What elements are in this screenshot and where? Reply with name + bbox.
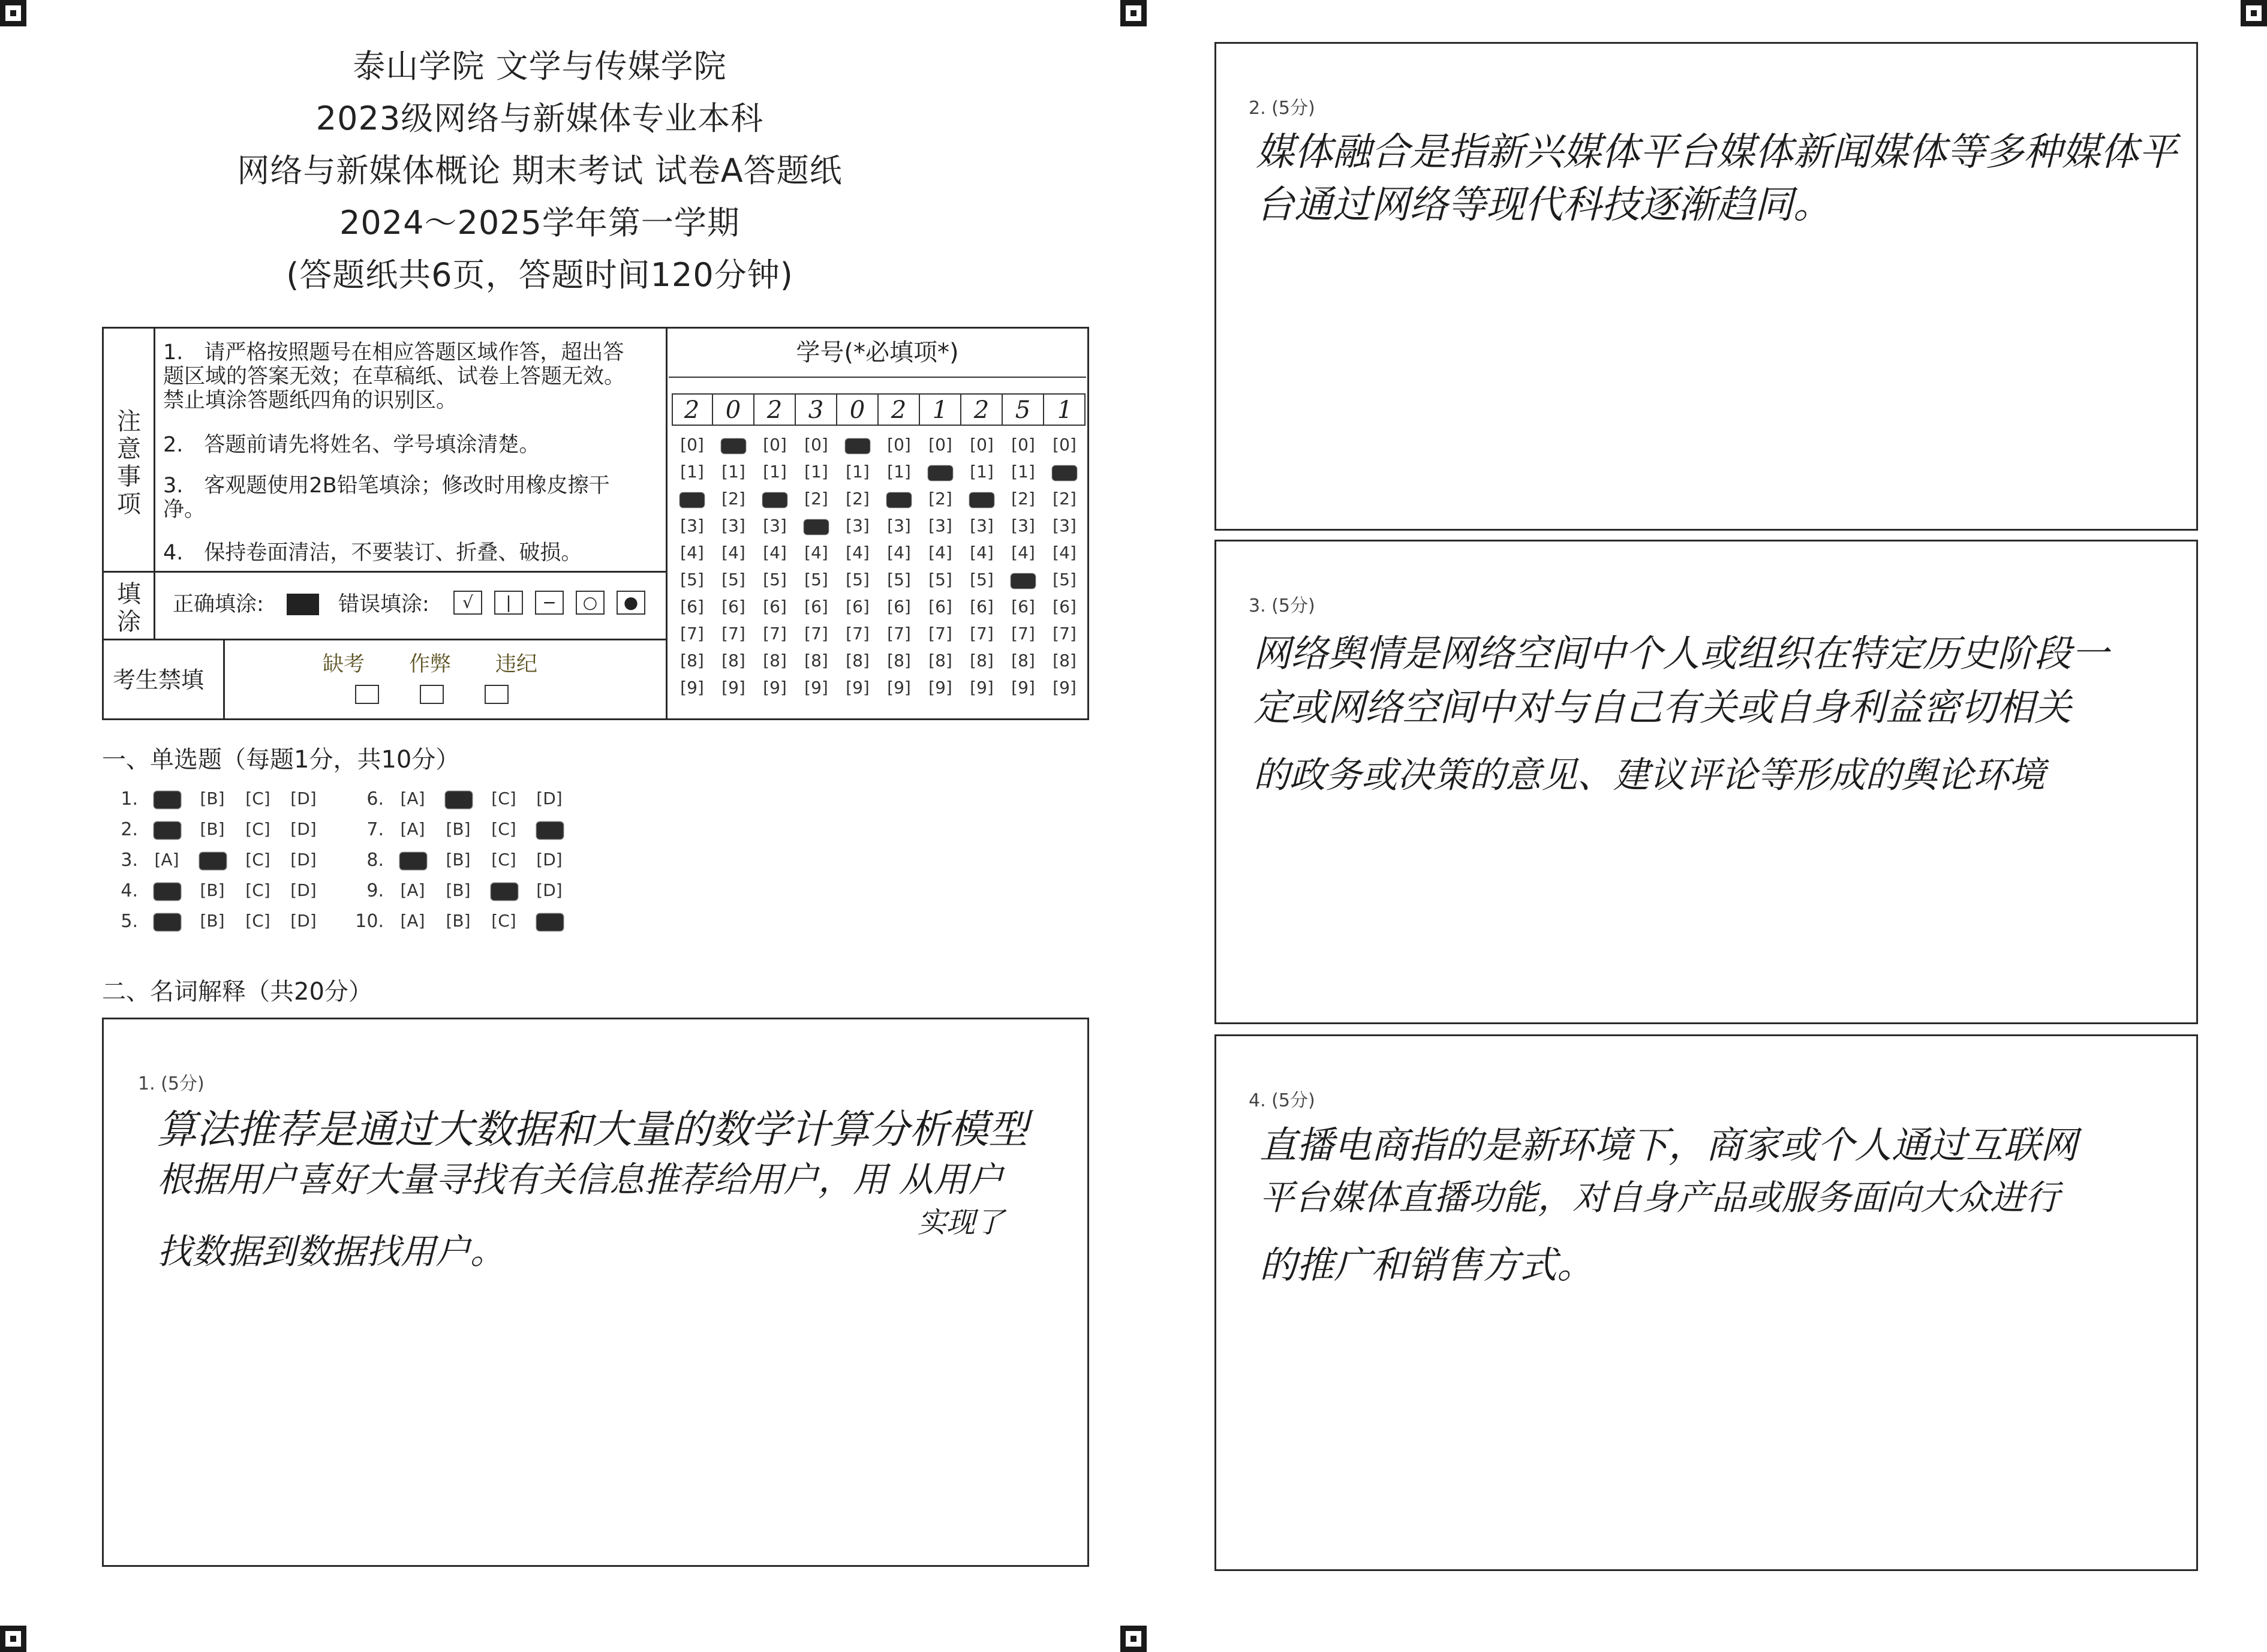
mc-option[interactable]: [D] [536, 789, 563, 808]
student-id-digit: 1 [920, 395, 961, 426]
student-id-bubble[interactable]: [8] [887, 651, 911, 670]
student-id-bubble[interactable]: [3] [763, 516, 787, 535]
student-id-bubble[interactable]: [4] [928, 543, 952, 562]
student-id-bubble[interactable]: [3] [928, 516, 952, 535]
prohibit-cheat-checkbox[interactable] [420, 685, 444, 704]
table-divider [102, 571, 666, 573]
mc-option[interactable]: [A] [400, 911, 425, 931]
student-id-bubble[interactable]: [4] [970, 543, 994, 562]
student-id-bubble[interactable]: [7] [804, 624, 828, 643]
table-divider [223, 639, 225, 720]
header-school: 泰山学院 文学与传媒学院 [353, 47, 727, 85]
student-id-bubble[interactable]: [7] [887, 624, 911, 643]
student-id-bubble[interactable]: [7] [763, 624, 787, 643]
student-id-bubble[interactable]: [9] [846, 678, 870, 697]
corner-mark-bottom-left [0, 1626, 26, 1652]
mc-option[interactable]: [A] [400, 819, 425, 839]
student-id-digit: 2 [961, 395, 1003, 426]
mc-option[interactable] [439, 789, 477, 808]
student-id-bubble[interactable]: [9] [804, 678, 828, 697]
answer-3-label: 3. (5分) [1249, 595, 1315, 616]
fill-wrong-label: 错误填涂: [338, 592, 429, 616]
student-id-bubble[interactable] [799, 516, 834, 535]
student-id-bubble[interactable]: [5] [846, 570, 870, 589]
student-id-bubble[interactable]: [7] [846, 624, 870, 643]
student-id-bubble[interactable]: [9] [928, 678, 952, 697]
mc-question-number: 2. [121, 819, 138, 840]
mc-option[interactable]: [C] [245, 850, 270, 869]
mc-question-number: 3. [121, 850, 138, 871]
mc-option[interactable]: [D] [290, 819, 317, 839]
student-id-bubble[interactable]: [5] [1053, 570, 1077, 589]
corner-mark-bottom-middle [1120, 1626, 1147, 1652]
student-id-bubble[interactable]: [6] [846, 597, 870, 616]
answer-4-line-3: 的推广和销售方式。 [1259, 1243, 1595, 1287]
mc-option[interactable]: [D] [536, 850, 563, 869]
mc-option[interactable] [148, 789, 186, 808]
student-id-bubble[interactable]: [8] [1053, 651, 1077, 670]
mc-option[interactable] [148, 911, 186, 931]
fill-wrong-example-check: √ [453, 591, 482, 615]
notes-label-text: 注意事项 [117, 408, 141, 518]
section2-title: 二、名词解释（共20分） [102, 978, 372, 1006]
student-id-digit: 3 [796, 395, 837, 426]
notes-label [111, 408, 147, 518]
answer-2-line-2: 台通过网络等现代科技逐渐趋同。 [1256, 183, 1832, 227]
mc-option[interactable]: [D] [290, 880, 317, 900]
header-term: 2024～2025学年第一学期 [339, 204, 740, 242]
answer-4-line-2: 平台媒体直播功能，对自身产品或服务面向大众进行 [1259, 1177, 2060, 1218]
student-id-bubble[interactable]: [0] [804, 435, 828, 455]
student-id-bubble[interactable]: [0] [680, 435, 704, 455]
mc-option[interactable]: [C] [491, 819, 516, 839]
fill-label-text: 填涂 [117, 580, 141, 636]
section1-title: 一、单选题（每题1分，共10分） [102, 746, 460, 774]
note-item-1: 1. 请严格按照题号在相应答题区域作答，超出答题区域的答案无效；在草稿纸、试卷上答题无效。禁止填涂答题纸四角的识别区。 [163, 341, 626, 413]
mc-option[interactable]: [C] [491, 911, 516, 931]
student-id-bubble[interactable]: [2] [928, 489, 952, 508]
mc-option[interactable]: [B] [200, 911, 225, 931]
mc-option[interactable]: [C] [245, 789, 270, 808]
mc-question-number: 5. [121, 911, 138, 932]
note-item-3: 3. 客观题使用2B铅笔填涂；修改时用橡皮擦干净。 [163, 474, 610, 522]
student-id-bubble[interactable] [882, 489, 916, 508]
student-id-bubble[interactable]: [3] [1011, 516, 1035, 535]
student-id-bubble[interactable]: [0] [928, 435, 952, 455]
answer-1-line-3: 找数据到数据找用户。 [157, 1231, 506, 1272]
student-id-bubble[interactable]: [1] [721, 462, 745, 482]
header-duration: (答题纸共6页，答题时间120分钟) [286, 256, 793, 294]
mc-option[interactable]: [B] [200, 819, 225, 839]
student-id-bubble[interactable]: [4] [1011, 543, 1035, 562]
student-id-bubble[interactable]: [9] [887, 678, 911, 697]
answer-3-line-2: 定或网络空间中对与自己有关或自身利益密切相关 [1253, 685, 2072, 729]
mc-option[interactable]: [C] [245, 911, 270, 931]
student-id-bubble[interactable]: [7] [721, 624, 745, 643]
prohibit-cheat-label: 作弊 [409, 652, 452, 676]
student-id-bubble[interactable]: [9] [1011, 678, 1035, 697]
student-id-bubble[interactable]: [0] [1053, 435, 1077, 455]
prohibit-violation-checkbox[interactable] [485, 685, 509, 704]
mc-question-number: 6. [366, 789, 384, 810]
mc-option[interactable]: [B] [200, 880, 225, 900]
student-id-bubble[interactable]: [3] [680, 516, 704, 535]
header-major: 2023级网络与新媒体专业本科 [315, 100, 764, 137]
fill-wrong-example-bar: | [494, 591, 523, 615]
prohibit-absent-checkbox[interactable] [355, 685, 379, 704]
student-id-bubble[interactable]: [5] [928, 570, 952, 589]
mc-option[interactable] [193, 850, 231, 869]
mc-option[interactable]: [A] [400, 789, 425, 808]
answer-1-line-1: 算法推荐是通过大数据和大量的数学计算分析模型 [157, 1106, 1028, 1153]
student-id-bubble[interactable]: [7] [680, 624, 704, 643]
student-id-bubble[interactable]: [6] [928, 597, 952, 616]
student-id-bubble[interactable]: [4] [721, 543, 745, 562]
student-id-bubble[interactable]: [0] [970, 435, 994, 455]
mc-option[interactable]: [A] [154, 850, 179, 869]
mc-option[interactable] [148, 819, 186, 839]
student-id-bubble[interactable]: [3] [721, 516, 745, 535]
table-divider [102, 639, 666, 640]
student-id-bubble[interactable]: [2] [846, 489, 870, 508]
student-id-bubble[interactable]: [5] [680, 570, 704, 589]
student-id-bubble[interactable]: [1] [680, 462, 704, 482]
answer-3-line-1: 网络舆情是网络空间中个人或组织在特定历史阶段一 [1253, 631, 2109, 675]
student-id-bubble[interactable]: [4] [680, 543, 704, 562]
student-id-bubble[interactable]: [2] [1053, 489, 1077, 508]
student-id-bubble[interactable]: [7] [970, 624, 994, 643]
prohibit-label: 考生禁填 [113, 667, 205, 693]
student-id-bubble[interactable]: [9] [680, 678, 704, 697]
student-id-digit: 2 [672, 395, 713, 426]
mc-option[interactable]: [C] [491, 789, 516, 808]
student-id-bubble[interactable]: [3] [1053, 516, 1077, 535]
student-id-bubble[interactable]: [1] [970, 462, 994, 482]
student-id-label: 学号(*必填项*) [796, 339, 959, 366]
student-id-bubble[interactable]: [7] [1011, 624, 1035, 643]
answer-4-label: 4. (5分) [1249, 1090, 1315, 1111]
student-id-bubble[interactable]: [7] [1053, 624, 1077, 643]
mc-option[interactable]: [B] [200, 789, 225, 808]
student-id-bubble[interactable] [675, 489, 709, 508]
mc-option[interactable]: [B] [446, 850, 471, 869]
student-id-digit: 5 [1003, 395, 1044, 426]
student-id-bubble[interactable]: [6] [763, 597, 787, 616]
student-id-bubble[interactable] [1047, 462, 1082, 482]
mc-option[interactable] [148, 880, 186, 900]
student-id-bubble[interactable]: [1] [804, 462, 828, 482]
mc-option[interactable]: [B] [446, 819, 471, 839]
student-id-bubble[interactable]: [6] [804, 597, 828, 616]
student-id-bubble[interactable]: [3] [887, 516, 911, 535]
student-id-bubble[interactable]: [3] [970, 516, 994, 535]
mc-option[interactable]: [D] [290, 789, 317, 808]
student-id-bubble[interactable]: [1] [846, 462, 870, 482]
student-id-bubble[interactable]: [0] [763, 435, 787, 455]
mc-option[interactable]: [B] [446, 880, 471, 900]
student-id-bubble[interactable]: [3] [846, 516, 870, 535]
fill-wrong-example-dot: ● [617, 591, 645, 615]
student-id-bubble[interactable]: [1] [763, 462, 787, 482]
student-id-bubble[interactable] [840, 435, 875, 455]
student-id-bubble[interactable] [1006, 570, 1041, 589]
table-divider [666, 327, 668, 720]
student-id-bubble[interactable]: [6] [680, 597, 704, 616]
student-id-bubble[interactable]: [6] [1011, 597, 1035, 616]
fill-wrong-example-dash: − [535, 591, 564, 615]
student-id-bubble[interactable]: [9] [1053, 678, 1077, 697]
answer-2-label: 2. (5分) [1249, 98, 1315, 119]
student-id-bubble[interactable] [964, 489, 999, 508]
mc-option[interactable]: [A] [400, 880, 425, 900]
student-id-bubble[interactable]: [4] [846, 543, 870, 562]
note-item-4: 4. 保持卷面清洁，不要装订、折叠、破损。 [163, 541, 582, 565]
mc-option[interactable] [530, 819, 569, 839]
header-exam: 网络与新媒体概论 期末考试 试卷A答题纸 [237, 152, 843, 189]
student-id-bubble[interactable]: [8] [804, 651, 828, 670]
student-id-bubble[interactable]: [5] [804, 570, 828, 589]
mc-option[interactable]: [D] [536, 880, 563, 900]
student-id-bubble[interactable]: [9] [721, 678, 745, 697]
student-id-bubble[interactable]: [2] [804, 489, 828, 508]
corner-mark-top-middle [1120, 0, 1147, 26]
corner-mark-top-left [0, 0, 26, 26]
mc-question-number: 4. [121, 880, 138, 901]
student-id-bubble[interactable]: [8] [680, 651, 704, 670]
mc-option[interactable] [393, 850, 432, 869]
prohibit-violation-label: 违纪 [495, 652, 538, 676]
fill-wrong-example-circle: ○ [576, 591, 605, 615]
student-id-bubble[interactable]: [9] [763, 678, 787, 697]
student-id-bubble[interactable]: [8] [970, 651, 994, 670]
student-id-bubble[interactable]: [7] [928, 624, 952, 643]
student-id-bubble[interactable]: [6] [887, 597, 911, 616]
student-id-bubble[interactable]: [0] [887, 435, 911, 455]
student-id-digit: 2 [754, 395, 796, 426]
student-id-bubble[interactable]: [6] [721, 597, 745, 616]
fill-label [111, 580, 147, 636]
student-id-digit: 2 [879, 395, 920, 426]
mc-option[interactable]: [C] [245, 880, 270, 900]
student-id-bubble[interactable] [757, 489, 792, 508]
answer-1-label: 1. (5分) [138, 1073, 205, 1094]
student-id-bubble[interactable]: [8] [928, 651, 952, 670]
student-id-bubble[interactable]: [4] [887, 543, 911, 562]
student-id-bubble[interactable]: [5] [970, 570, 994, 589]
mc-option[interactable]: [C] [245, 819, 270, 839]
mc-option[interactable]: [D] [290, 850, 317, 869]
mc-question-number: 9. [366, 880, 384, 901]
answer-4-line-1: 直播电商指的是新环境下，商家或个人通过互联网 [1259, 1123, 2078, 1167]
student-id-digit: 0 [837, 395, 879, 426]
note-item-2: 2. 答题前请先将姓名、学号填涂清楚。 [163, 433, 540, 457]
student-id-bubble[interactable]: [5] [763, 570, 787, 589]
answer-1-insert: 实现了 [918, 1206, 1005, 1239]
student-id-bubble[interactable]: [8] [763, 651, 787, 670]
student-id-bubble[interactable]: [1] [1011, 462, 1035, 482]
answer-2-line-1: 媒体融合是指新兴媒体平台媒体新闻媒体等多种媒体平 [1256, 130, 2177, 174]
student-id-bubble[interactable]: [6] [970, 597, 994, 616]
mc-option[interactable]: [B] [446, 911, 471, 931]
student-id-bubble[interactable] [923, 462, 958, 482]
answer-1-line-2: 根据用户喜好大量寻找有关信息推荐给用户，用 从用户 [157, 1159, 1003, 1200]
student-id-bubble[interactable]: [1] [887, 462, 911, 482]
mc-question-number: 1. [121, 789, 138, 810]
mc-option[interactable] [530, 911, 569, 931]
student-id-bubble[interactable]: [5] [887, 570, 911, 589]
mc-question-number: 10. [355, 911, 384, 932]
student-id-bubble[interactable] [716, 435, 751, 455]
answer-3-line-3: 的政务或决策的意见、建议评论等形成的舆论环境 [1253, 754, 2045, 796]
table-divider [154, 327, 155, 639]
student-id-bubble[interactable]: [2] [1011, 489, 1035, 508]
mc-option[interactable]: [C] [491, 850, 516, 869]
student-id-bubble[interactable]: [4] [763, 543, 787, 562]
student-id-bubble[interactable]: [6] [1053, 597, 1077, 616]
student-id-digit: 0 [713, 395, 754, 426]
student-id-bubble[interactable]: [0] [1011, 435, 1035, 455]
mc-option[interactable]: [D] [290, 911, 317, 931]
fill-correct-label: 正确填涂: [173, 592, 264, 616]
mc-question-number: 7. [366, 819, 384, 840]
student-id-bubble[interactable]: [2] [721, 489, 745, 508]
corner-mark-top-right [2241, 0, 2267, 26]
mc-question-number: 8. [366, 850, 384, 871]
fill-correct-example [287, 594, 319, 615]
student-id-bubble[interactable]: [9] [970, 678, 994, 697]
answer-box-2[interactable] [1214, 42, 2198, 531]
student-id-underline [669, 377, 1086, 378]
mc-option[interactable] [485, 880, 523, 900]
student-id-bubble[interactable]: [8] [846, 651, 870, 670]
student-id-bubble[interactable]: [4] [804, 543, 828, 562]
prohibit-absent-label: 缺考 [323, 652, 365, 676]
student-id-bubble[interactable]: [8] [1011, 651, 1035, 670]
student-id-digit: 1 [1057, 396, 1073, 424]
student-id-bubble[interactable]: [8] [721, 651, 745, 670]
student-id-bubble[interactable]: [5] [721, 570, 745, 589]
student-id-bubble[interactable]: [4] [1053, 543, 1077, 562]
